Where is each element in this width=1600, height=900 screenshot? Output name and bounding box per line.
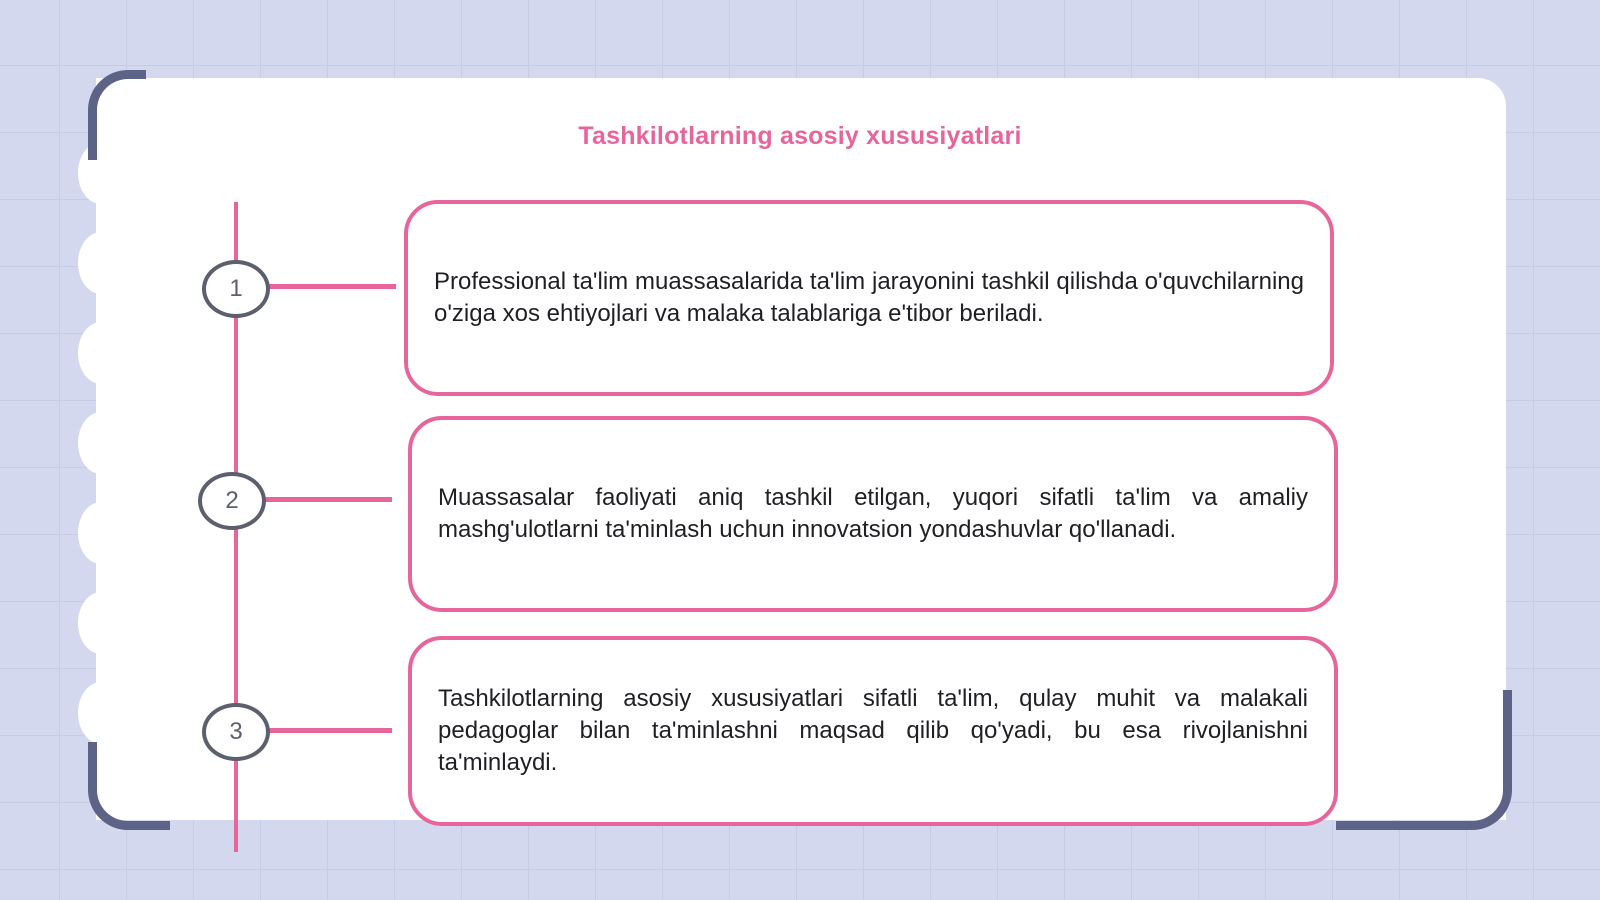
info-card-text-3: Tashkilotlarning asosiy xususiyatlari sifatli ta'lim, qulay muhit va malakali pedagoglar bilan ta'minlashni maqsad qilib qo'yadi, bu esa rivojlanishni ta'minlaydi. [438,685,1308,776]
info-card-text-2: Muassasalar faoliyati aniq tashkil etilgan, yuqori sifatli ta'lim va amaliy mashg'ulotlarni ta'minlash uchun innovatsion yondashuvlar qo'llanadi. [438,484,1308,543]
paper-scallop [78,322,124,384]
info-card-text-1: Professional ta'lim muassasalarida ta'lim jarayonini tashkil qilishda o'quvchilarning o'ziga xos ehtiyojlari va malaka talablariga e'tibor beriladi. [434,268,1304,327]
slide-title: Tashkilotlarning asosiy xususiyatlari [578,122,1022,150]
info-card-3 [408,636,1338,826]
paper-scallop [78,412,124,474]
connector-line-3 [268,728,392,733]
paper-scallop [78,232,124,294]
info-card-1 [404,200,1334,396]
step-number-2: 2 [198,472,266,530]
paper-scallop [78,592,124,654]
paper-scallop [78,682,124,744]
step-number-1: 1 [202,260,270,318]
info-card-2 [408,416,1338,612]
frame-corner-bottom-right [1336,690,1512,830]
step-number-3: 3 [202,703,270,761]
connector-line-2 [264,497,392,502]
paper-scallop [78,502,124,564]
connector-line-1 [268,284,396,289]
frame-corner-bottom-left [88,742,170,830]
